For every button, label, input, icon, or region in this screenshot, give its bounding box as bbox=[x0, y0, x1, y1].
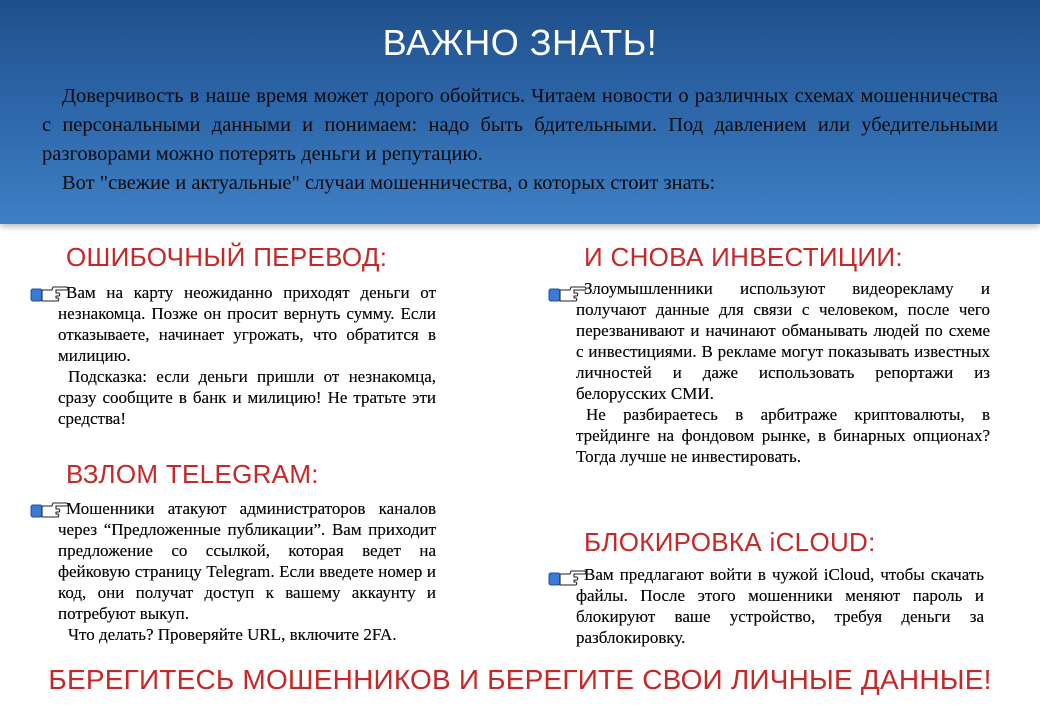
section-title-telegram: ВЗЛОМ TELEGRAM: bbox=[66, 459, 319, 489]
section-title-icloud: БЛОКИРОВКА iCLOUD: bbox=[584, 527, 876, 557]
section-paragraph: Злоумышленники используют видеорекламу и получают данные для связи с человеком, после чего перезванивают и начинают обманывать людей по схеме с инвестициями. В рекламе могут показывать известных личностей и даже использовать репортажи из белорусских СМИ. bbox=[576, 279, 990, 403]
page-title: ВАЖНО ЗНАТЬ! bbox=[382, 22, 658, 63]
section-paragraph: Вам предлагают войти в чужой iCloud, чтобы скачать файлы. После этого мошенники меняют пароль и блокируют ваше устройство, требуя деньги за разблокировку. bbox=[576, 565, 984, 647]
header-banner bbox=[0, 0, 1040, 224]
section-paragraph: Вам на карту неожиданно приходят деньги от незнакомца. Позже он просит вернуть сумму. Если отказываете, начинает угрожать, что обратится в милицию. bbox=[58, 283, 436, 365]
section-body-telegram bbox=[58, 498, 436, 645]
section-paragraph: Мошенники атакуют администраторов каналов через “Предложенные публикации”. Вам приходит предложение со ссылкой, которая ведет на фейковую страницу Telegram. Если введете номер и код, они получат доступ к вашему аккаунту и потребуют выкуп. bbox=[58, 499, 436, 623]
section-paragraph: Подсказка: если деньги пришли от незнакомца, сразу сообщите в банк и милицию! Не тратьте эти средства! bbox=[58, 367, 436, 428]
intro-text bbox=[42, 82, 998, 198]
section-title-investments: И СНОВА ИНВЕСТИЦИИ: bbox=[584, 242, 903, 272]
intro-paragraph: Вот "свежие и актуальные" случаи мошенничества, о которых стоит знать: bbox=[62, 172, 716, 194]
section-paragraph: Не разбираетесь в арбитраже криптовалюты, в трейдинге на фондовом рынке, в бинарных опционах? Тогда лучше не инвестировать. bbox=[576, 405, 990, 466]
section-paragraph: Что делать? Проверяйте URL, включите 2FA. bbox=[68, 625, 397, 644]
section-body-transfer bbox=[58, 282, 436, 429]
section-body-investments bbox=[576, 278, 990, 467]
section-title-transfer: ОШИБОЧНЫЙ ПЕРЕВОД: bbox=[66, 242, 388, 272]
section-body-icloud bbox=[576, 564, 984, 648]
footer-slogan: БЕРЕГИТЕСЬ МОШЕННИКОВ И БЕРЕГИТЕ СВОИ ЛИЧНЫЕ ДАННЫЕ! bbox=[48, 664, 992, 695]
intro-paragraph: Доверчивость в наше время может дорого обойтись. Читаем новости о различных схемах мошенничества с персональными данными и понимаем: надо быть бдительными. Под давлением или убедительными разговорами можно потерять деньги и репутацию. bbox=[42, 85, 998, 165]
